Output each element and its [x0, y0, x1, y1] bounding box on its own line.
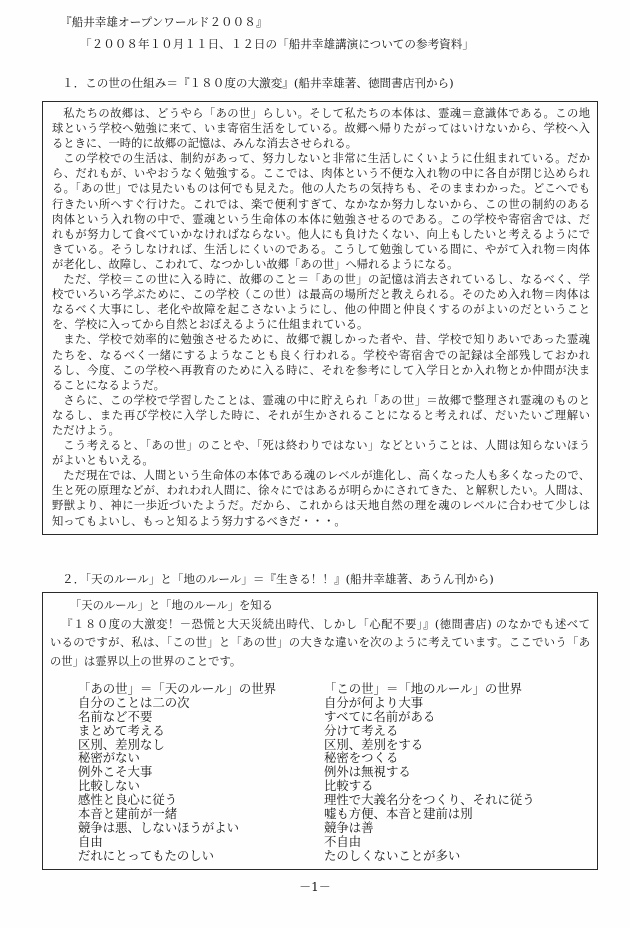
document-subtitle: 「２００８年１０月１１日、１２日の「船井幸雄講演についての参考資料」 — [80, 37, 474, 51]
text-line: いるのですが、私は、「この世」と「あの世」の大きな違いを次のように考えています。ここでいう「あ — [50, 636, 590, 650]
rule-item: 本音と建前が一緒 — [78, 806, 178, 822]
text-line: 知ってもよいし、もっと知るよう努力するべきだ・・・。 — [52, 514, 346, 528]
paragraph — [52, 468, 590, 528]
rule-item: 比較する — [324, 778, 374, 794]
text-line: さらに、この学校で学習したことは、霊魂の中に貯えられ「あの世」＝故郷で整理され霊魂のものと — [63, 393, 590, 407]
text-line: 私たちの故郷は、どうやら「あの世」らしい。そして私たちの本体は、霊魂＝意識体である。この地 — [63, 107, 590, 120]
text-line: たちを、なるべく一緒にするようなことも良く行われる。学校や寄宿舎での記録は全部残しておかれ — [52, 348, 590, 362]
text-line: る。「あの世」では見たいものは何でも見えた。他の人たちの気持ちも、そのままわかった。どこへでも — [52, 182, 590, 196]
rule-item: 例外は無視する — [324, 764, 411, 780]
earth-rules-column — [324, 682, 535, 863]
rule-item: 分けて考える — [324, 722, 399, 738]
rule-item: 感性と良心に従う — [78, 792, 178, 808]
rule-item: 名前など不要 — [78, 708, 153, 724]
text-line: 行きたい所へすぐ行けた。これでは、楽で便利すぎて、なかなか努力しないから、この世の制約のある — [52, 197, 590, 211]
text-line: 肉体という入れ物の中で、霊魂という生命体の本体に勉強させるのである。この学校や寄宿舎では、だ — [52, 212, 590, 226]
text-line: ただけよう。 — [52, 423, 120, 437]
rule-item: 区別、差別なし — [78, 736, 165, 752]
quote-box-heaven-earth-rules — [42, 592, 598, 870]
text-line: こう考えると、「あの世」のことや、「死は終わりではない」などということは、人間は知らないほう — [63, 439, 590, 453]
paragraph — [52, 151, 590, 272]
rules-box-title: 「天のルール」と「地のルール」を知る — [70, 599, 273, 612]
text-line: なるし、また再び学校に入学した時に、それが生かされることになると考えれば、だいたいご理解い — [52, 408, 590, 422]
page-number: －1－ — [299, 880, 331, 894]
rule-item: 比較しない — [78, 778, 140, 794]
rule-item: 自由 — [78, 833, 103, 849]
paragraph — [52, 272, 590, 332]
heaven-rules-column — [78, 682, 276, 863]
quote-box-this-world — [42, 101, 598, 535]
rule-item: 不自由 — [324, 833, 362, 849]
text-line: この学校での生活は、制約があって、努力しないと非常に生活しにくいように仕組まれている。だか — [63, 152, 590, 166]
text-line: を、学校に入ってから自然とおぼえるように仕組まれている。 — [52, 318, 369, 332]
text-line: るときに、一時的に故郷の記憶は、みんな消去させられる。 — [52, 137, 358, 151]
text-line: 『１８０度の大激変！－恐慌と大天災続出時代、しかし「心配不要」』(徳間書店) のなかでも述べて — [61, 617, 590, 631]
paragraph — [52, 393, 590, 438]
text-line: きている。そうしなければ、生活しにくいのである。こうして勉強している間に、やがて入れ物＝肉体 — [52, 242, 590, 256]
text-line: ただ、学校＝この世に入る時に、故郷のこと＝「あの世」の記憶は消去されているし、なるべく、学 — [63, 273, 590, 287]
text-line: ただ現在では、人間という生命体の本体である魂のレベルが進化し、高くなった人も多くなったので、 — [63, 469, 590, 483]
rule-item: すべてに名前がある — [324, 708, 436, 724]
paragraph — [52, 438, 590, 468]
text-line: なるべく大事にし、老化や故障を起こさないようにし、他の仲間と仲良くするのがよいのだということ — [52, 303, 590, 317]
rule-item: 嘘も方便、本音と建前は別 — [324, 806, 473, 822]
text-line: がよいともいえる。 — [52, 454, 154, 468]
text-line: るし、今度、この学校へ再教育のために入る時に、それを参考にして入学日とか入れ物とか仲間が決ま — [52, 363, 590, 377]
text-line: ることになるようだ。 — [52, 378, 165, 392]
text-line: 校でいろいろ学ぶために、この学校（この世）は最高の場所だと教えられる。そのため入れ物＝肉体は — [52, 288, 590, 302]
paragraph — [52, 332, 590, 392]
text-line: 野獣より、神に一歩近づいたようだ。だから、これからは天地自然の理を魂のレベルに合わせて少しは — [52, 499, 590, 513]
section-2-heading: ２．「天のルール」と「地のルール」＝『生きる！！』(船井幸雄著、あうん刊から) — [62, 572, 494, 586]
text-line: が老化し、故障し、こわれて、なつかしい故郷「あの世」へ帰れるようになる。 — [52, 257, 459, 271]
column-heading: 「あの世」＝「天のルール」の世界 — [78, 681, 277, 696]
rule-item: 例外こそ大事 — [78, 764, 153, 780]
rule-item: 競争は悪、しないほうがよい — [78, 819, 240, 835]
rule-item: 自分のことは二の次 — [78, 694, 190, 710]
rule-item: 秘密がない — [78, 750, 140, 766]
text-line: 生と死の原理などが、われわれ人間に、徐々にではあるが明らかにされてきた、と解釈したい。人間は、 — [52, 484, 590, 498]
event-title: 『船井幸雄オープンワールド２００８』 — [60, 15, 268, 29]
rule-item: 理性で大義名分をつくり、それに従う — [324, 792, 535, 808]
rules-intro-paragraph — [50, 616, 590, 672]
rule-item: 競争は善 — [324, 819, 374, 835]
rule-item: 自分が何より大事 — [324, 694, 424, 710]
section-1-heading: １．この世の仕組み＝『１８０度の大激変』(船井幸雄著、徳間書店刊から) — [62, 76, 454, 90]
text-line: また、学校で効率的に勉強させるために、故郷で親しかった者や、昔、学校で知りあいであった霊魂 — [63, 333, 590, 347]
text-line: れもが努力して食べていかなければならない。他人にも負けたくない、向上もしたいと考えるようにで — [52, 227, 590, 241]
column-heading: 「この世」＝「地のルール」の世界 — [324, 681, 523, 696]
text-line: の世」は霊界以上の世界のことです。 — [50, 655, 242, 669]
rule-item: まとめて考える — [78, 722, 165, 738]
rule-item: だれにとってもたのしい — [78, 847, 215, 863]
text-line: 球という学校へ勉強に来て、いま寄宿生活をしている。故郷へ帰りたがってはいけないから、学校へ入 — [52, 122, 590, 136]
rule-item: 区別、差別をする — [324, 736, 424, 752]
text-line: ら、だれもが、いやおうなく勉強する。ここでは、肉体という不便な入れ物の中に各自が閉じ込められ — [52, 167, 590, 181]
paragraph — [52, 106, 590, 151]
rule-item: たのしくないことが多い — [324, 847, 461, 863]
rule-item: 秘密をつくる — [324, 750, 399, 766]
